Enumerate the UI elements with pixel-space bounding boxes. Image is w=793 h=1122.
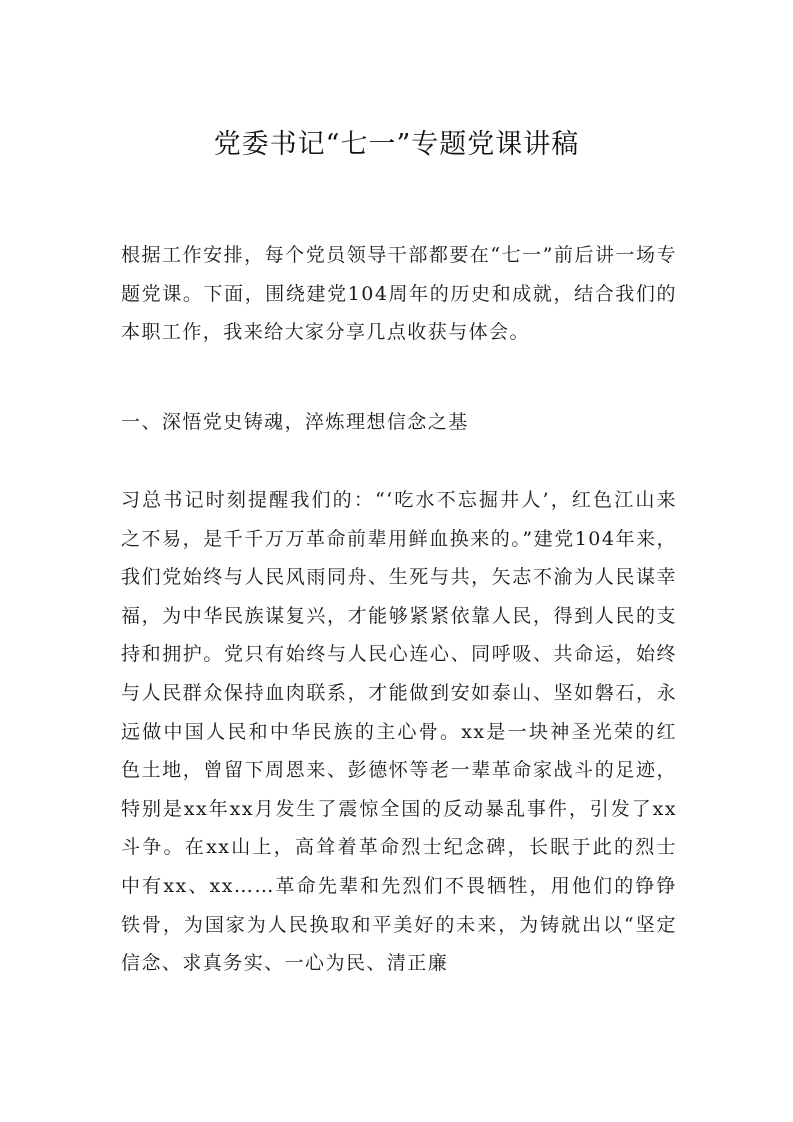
document-title: 党委书记“七一”专题党课讲稿 [213,129,580,160]
body-paragraph: 习总书记时刻提醒我们的：“‘吃水不忘掘井人’，红色江山来之不易，是千千万万革命前辈用鲜血换来的。”建党104年来，我们党始终与人民风雨同舟、生死与共，矢志不渝为人民谋幸福，为中华民族谋复兴，才能够紧紧依靠人民，得到人民的支持和拥护。党只有始终与人民心连心、同呼吸、共命运，始终与人民群众保持血肉联系，才能做到安如泰山、坚如磐石，永远做中国人民和中华民族的主心骨。xx是一块神圣光荣的红色土地，曾留下周恩来、彭德怀等老一辈革命家战斗的足迹，特别是xx年xx月发生了震惊全国的反动暴乱事件，引发了xx斗争。在xx山上，高耸着革命烈士纪念碑，长眠于此的烈士中有xx、xx……革命先辈和先烈们不畏牺牲，用他们的铮铮铁骨，为国家为人民换取和平美好的未来，为铸就出以“坚定信念、求真务实、一心为民、清正廉 [121,489,677,975]
intro-paragraph: 根据工作安排，每个党员领导干部都要在“七一”前后讲一场专题党课。下面，围绕建党104周年的历史和成就，结合我们的本职工作，我来给大家分享几点收获与体会。 [121,244,677,344]
section-heading: 一、深悟党史铸魂，淬炼理想信念之基 [121,411,469,433]
